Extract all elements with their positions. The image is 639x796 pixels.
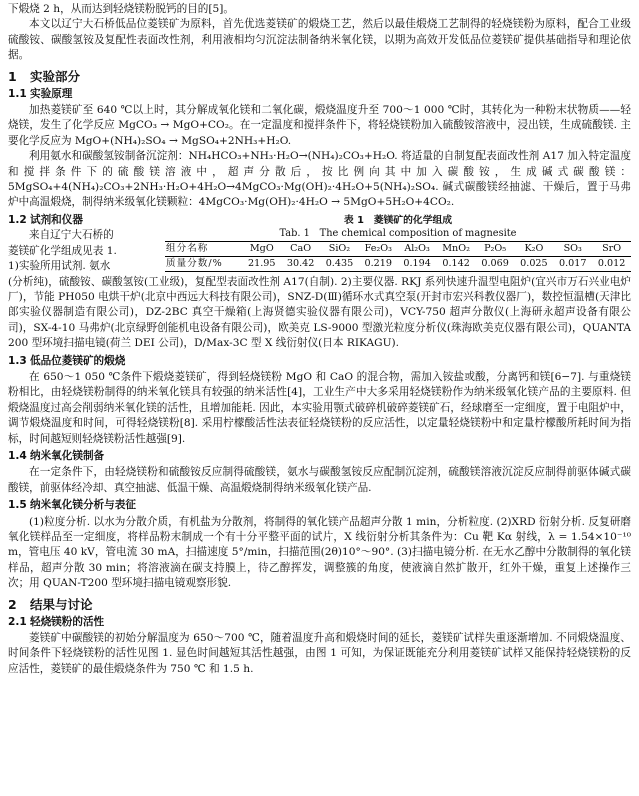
preparation-paragraph: 在一定条件下，由轻烧镁粉和硫酸铵反应制得硫酸镁，氨水与碳酸氢铵反应配制沉淀剂，硫酸镁溶液沉淀反应制得前驱体碱式碳酸镁，前驱体经冷却、真空抽滤、低温干燥、高温煅烧制得纳米级氧化镁产品. — [8, 466, 631, 494]
table-row-label: 质量分数/% — [165, 257, 242, 272]
section-number: 1.2 — [8, 213, 27, 226]
table-header-row — [165, 242, 631, 257]
section-title: 轻烧镁粉的活性 — [30, 615, 105, 628]
section-title: 实验部分 — [30, 68, 81, 84]
top-line: 下煅烧 2 h，从而达到轻烧镁粉脱钙的目的[5]。 — [8, 3, 234, 15]
section-number: 1.3 — [8, 354, 27, 367]
section-number: 1.1 — [8, 87, 27, 100]
table-header-cell: P₂O₅ — [476, 242, 515, 257]
section-number: 2 — [8, 596, 17, 612]
table-cell: 0.142 — [437, 257, 476, 272]
activity-paragraph: 菱镁矿中碳酸镁的初始分解温度为 650～700 ℃，随着温度升高和煅烧时间的延长，菱镁矿试样失重逐渐增加. 不同煅烧温度、时间条件下轻烧镁粉的活性见图 1. 显色时间越短其活性越强，由图 1 可知，为保证既能充分利用菱镁矿试样又能保持轻烧镁粉的反应活性，菱镁矿的最佳煅烧条件为 750 ℃ 和 1.5 h. — [8, 632, 631, 675]
section-title: 实验原理 — [30, 87, 73, 100]
table-header-cell: CaO — [281, 242, 320, 257]
table-header-cell: K₂O — [515, 242, 554, 257]
reagents-paragraph: (分析纯)，硫酸铵、碳酸氢铵(工业级)，复配型表面改性剂 A17(自制). 2)主要仪器. RKJ 系列快速升温型电阻炉(宜兴市万石兴业电炉厂)，节能 PH050 电烘干炉(北京中西远大科技有限公司)，SNZ-D(Ⅲ)循环水式真空泵(开封市宏兴科教仪器厂)，数控恒温槽(天津比郎实验仪器制造有限公司)，DZ-2BC 真空干燥箱(上海贤德实验仪器有限公司)，VCY-750 超声分散仪(上海研永超声设备有限公司)，SX-4-10 马弗炉(北京绿野创能机电设备有限公司)，欧美克 LS-9000 型激光粒度分析仪(珠海欧美克仪器有限公司)，QUANTA 200 型环境扫描电镜(荷兰 DEI 公司)，D/Max-3C 型 X 线衍射仪(日本 RIKAGU). — [8, 275, 631, 350]
section-1-heading — [8, 68, 631, 85]
table-cell: 30.42 — [281, 257, 320, 272]
table-cell: 0.069 — [476, 257, 515, 272]
table-cell: 0.012 — [592, 257, 631, 272]
composition-table — [165, 241, 631, 272]
table-header-cell: MgO — [242, 242, 281, 257]
table-cell: 0.025 — [515, 257, 554, 272]
section-2-1-heading — [8, 615, 631, 630]
table-1 — [165, 214, 631, 272]
table-row — [165, 257, 631, 272]
table-header-cell: SiO₂ — [320, 242, 359, 257]
reagents-line-1: 来自辽宁大石桥的 — [29, 229, 114, 242]
section-title: 纳米氧化镁制备 — [30, 449, 105, 462]
characterization-paragraph: (1)粒度分析. 以水为分散介质，有机盐为分散剂，将制得的氧化镁产品超声分散 1 min，分析粒度. (2)XRD 衍射分析. 反复研磨氧化镁样品至一定细度，将样品粉末制成一个有十分平整平面的试片，X 线衍射分析其条件为：Cu 靶 Kα 射线，λ = 1.54×10⁻¹⁰ m，管电压 40 kV，管电流 30 mA，扫描速度 5°/min，扫描范围(2θ)10°～90°. (3)扫描电镜分析. 在无水乙醇中分散制得的氧化镁样品，超声分散 30 min；将溶液滴在碳支持膜上，待乙醇挥发，调整簇的角度，使液滴自然扩散开，红外干燥，重复上述操作三次；用 QUAN-T200 型环境扫描电镜观察形貌. — [8, 515, 631, 590]
table-header-cell: Al₂O₃ — [398, 242, 437, 257]
table-caption-en: Tab. 1 The chemical composition of magnesite — [279, 228, 517, 240]
section-1-5-heading — [8, 498, 631, 513]
section-title: 低品位菱镁矿的煅烧 — [30, 354, 126, 367]
principle-paragraph-1: 加热菱镁矿至 640 ℃以上时，其分解成氧化镁和二氧化碳，煅烧温度升至 700～1 000 ℃时，其转化为一种粉末状物质——轻烧镁，发生了化学反应 MgCO₃ → MgO+CO₂。在一定温度和搅拌条件下，将轻烧镁粉加入硫酸铵溶液中，浸出镁，生成硫酸镁. 主要化学反应为 MgO+(NH₄)₂SO₄ → MgSO₄+2NH₃+H₂O. — [8, 104, 631, 147]
principle-paragraph-2: 利用氨水和碳酸氢铵制备沉淀剂：NH₄HCO₃+NH₃·H₂O→(NH₄)₂CO₃+H₂O. 将适量的自制复配表面改性剂 A17 加入特定温度和搅拌条件下的硫酸镁溶液中，超声分散后，按比例向其中加入碳酸铵，生成碱式碳酸镁：5MgSO₄+4(NH₄)₂CO₃+2NH₃·H₂O+4H₂O→4MgCO₃·Mg(OH)₂·4H₂O+5(NH₄)₂SO₄. 碱式碳酸镁经抽滤、干燥后，置于马弗炉中高温煅烧，制得纳米级氧化镁颗粒：4MgCO₃·Mg(OH)₂·4H₂O → 5MgO+5H₂O+4CO₂. — [8, 150, 631, 209]
section-1-4-heading — [8, 449, 631, 464]
table-header-cell: Fe₂O₃ — [359, 242, 398, 257]
section-number: 1.4 — [8, 449, 27, 462]
table-cell: 21.95 — [242, 257, 281, 272]
section-title: 纳米氧化镁分析与表征 — [30, 499, 136, 512]
table-header-cell: MnO₂ — [437, 242, 476, 257]
intro-paragraph: 本文以辽宁大石桥低品位菱镁矿为原料，首先优选菱镁矿的煅烧工艺，然后以最佳煅烧工艺制得的轻烧镁粉为原料，配合工业级硫酸铵、碳酸氢铵及复配性表面改性剂，利用液相均匀沉淀法制备纳米氧化镁，以期为高效开发低品位菱镁矿提供基础指导和理论依据。 — [8, 18, 631, 62]
section-number: 1.5 — [8, 499, 27, 512]
table-caption: 表 1 菱镁矿的化学组成 — [343, 215, 453, 227]
calcination-paragraph: 在 650～1 050 ℃条件下煅烧菱镁矿，得到轻烧镁粉 MgO 和 CaO 的混合物，需加入铵盐或酸，分离钙和镁[6−7]. 与重烧镁粉相比，由轻烧镁粉制得的纳米氧化镁具有较强的纳米活性[4]，工业生产中大多采用轻烧镁粉作为纳米级氧化镁产品的主要原料. 但煅烧温度过高会削弱纳米氧化镁的活性，且增加能耗. 因此，本实验用颚式破碎机破碎菱镁矿石，经球磨至一定细度，置于电阻炉中，调节煅烧温度和时间，可得轻烧镁粉[8]. 采用柠檬酸活性法表征轻烧镁粉的反应活性，以定量轻烧镁粉中和定量柠檬酸所耗时间为指标，时间越短则轻烧镁粉活性越强[9]. — [8, 370, 631, 445]
section-number: 1 — [8, 68, 17, 84]
section-title: 结果与讨论 — [30, 596, 93, 612]
table-cell: 0.194 — [398, 257, 437, 272]
table-cell: 0.435 — [320, 257, 359, 272]
table-cell: 0.017 — [553, 257, 592, 272]
reagents-line-3: 1)实验所用试剂. 氨水 — [8, 260, 111, 273]
section-1-1-heading — [8, 87, 631, 102]
table-header-cell: SrO — [592, 242, 631, 257]
section-title: 试剂和仪器 — [30, 213, 83, 226]
table-cell: 0.219 — [359, 257, 398, 272]
section-1-3-heading — [8, 354, 631, 369]
table-header-cell: SO₃ — [553, 242, 592, 257]
section-2-heading — [8, 596, 631, 613]
reagents-line-2: 菱镁矿化学组成见表 1. — [8, 244, 117, 257]
table-header-cell: 组分名称 — [165, 242, 242, 257]
section-number: 2.1 — [8, 615, 27, 628]
